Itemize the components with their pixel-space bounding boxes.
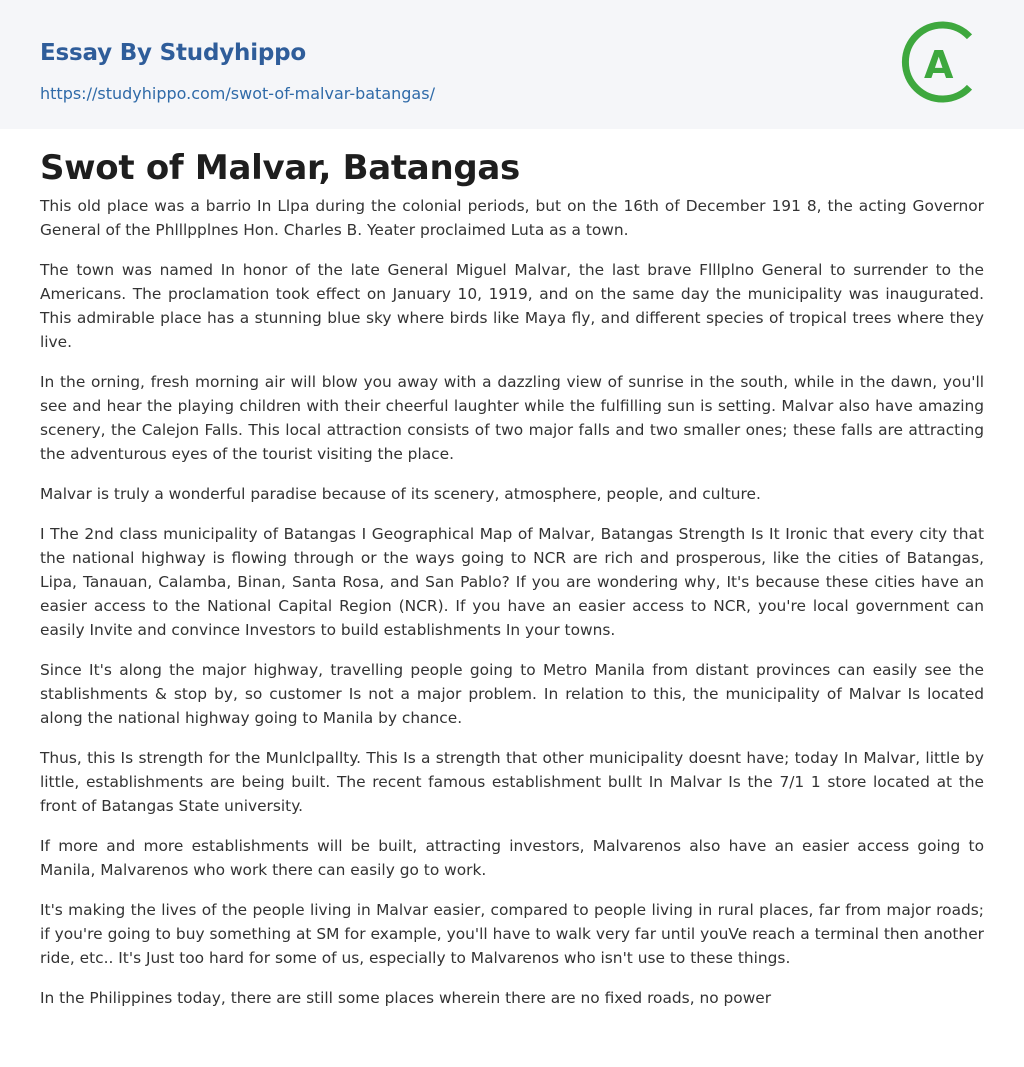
studyhippo-logo-icon[interactable] (898, 19, 984, 105)
article (0, 129, 1024, 1010)
article-paragraph: Since It's along the major highway, travelling people going to Metro Manila from distant provinces can easily see the stablishments & stop by, so customer Is not a major problem. In relation to this, the municipality of Malvar Is located along the national highway going to Manila by chance. (40, 661, 984, 727)
article-paragraph: Malvar is truly a wonderful paradise because of its scenery, atmosphere, people, and culture. (40, 485, 761, 503)
article-paragraph: If more and more establishments will be built, attracting investors, Malvarenos also have an easier access going to Manila, Malvarenos who work there can easily go to work. (40, 837, 984, 879)
logo-letter: A (924, 43, 954, 87)
site-brand[interactable]: Essay By Studyhippo (40, 40, 307, 66)
article-title: Swot of Malvar, Batangas (40, 148, 520, 188)
article-paragraph: The town was named In honor of the late General Miguel Malvar, the last brave Flllplno General to surrender to the Americans. The proclamation took effect on January 10, 1919, and on the same day the municipality was inaugurated. This admirable place has a stunning blue sky where birds like Maya fly, and different species of tropical trees where they live. (40, 261, 984, 351)
site-header (0, 0, 1024, 129)
article-paragraph: Thus, this Is strength for the Munlclpallty. This Is a strength that other municipality doesnt have; today In Malvar, little by little, establishments are being built. The recent famous establishment bullt In Malvar Is the 7/1 1 store located at the front of Batangas State university. (40, 749, 984, 815)
article-paragraph: In the Philippines today, there are still some places wherein there are no fixed roads, no power (40, 989, 772, 1007)
article-paragraph: It's making the lives of the people living in Malvar easier, compared to people living in rural places, far from major roads; if you're going to buy something at SM for example, you'll have to walk very far until youVe reach a terminal then another ride, etc.. It's Just too hard for some of us, especially to Malvarenos who isn't use to these things. (40, 901, 984, 967)
article-paragraph: I The 2nd class municipality of Batangas I Geographical Map of Malvar, Batangas Strength Is It Ironic that every city that the national highway is flowing through or the ways going to NCR are rich and prosperous, like the cities of Batangas, Lipa, Tanauan, Calamba, Binan, Santa Rosa, and San Pablo? If you are wondering why, It's because these cities have an easier access to the National Capital Region (NCR). If you have an easier access to NCR, you're local government can easily Invite and convince Investors to build establishments In your towns. (40, 525, 984, 639)
article-paragraph: In the orning, fresh morning air will blow you away with a dazzling view of sunrise in the south, while in the dawn, you'll see and hear the playing children with their cheerful laughter while the fulfilling sun is setting. Malvar also have amazing scenery, the Calejon Falls. This local attraction consists of two major falls and two smaller ones; these falls are attracting the adventurous eyes of the tourist visiting the place. (40, 373, 984, 463)
essay-url-link[interactable]: https://studyhippo.com/swot-of-malvar-batangas/ (40, 84, 435, 103)
article-paragraph: This old place was a barrio In Llpa during the colonial periods, but on the 16th of December 191 8, the acting Governor General of the Phlllpplnes Hon. Charles B. Yeater proclaimed Luta as a town. (40, 197, 984, 239)
